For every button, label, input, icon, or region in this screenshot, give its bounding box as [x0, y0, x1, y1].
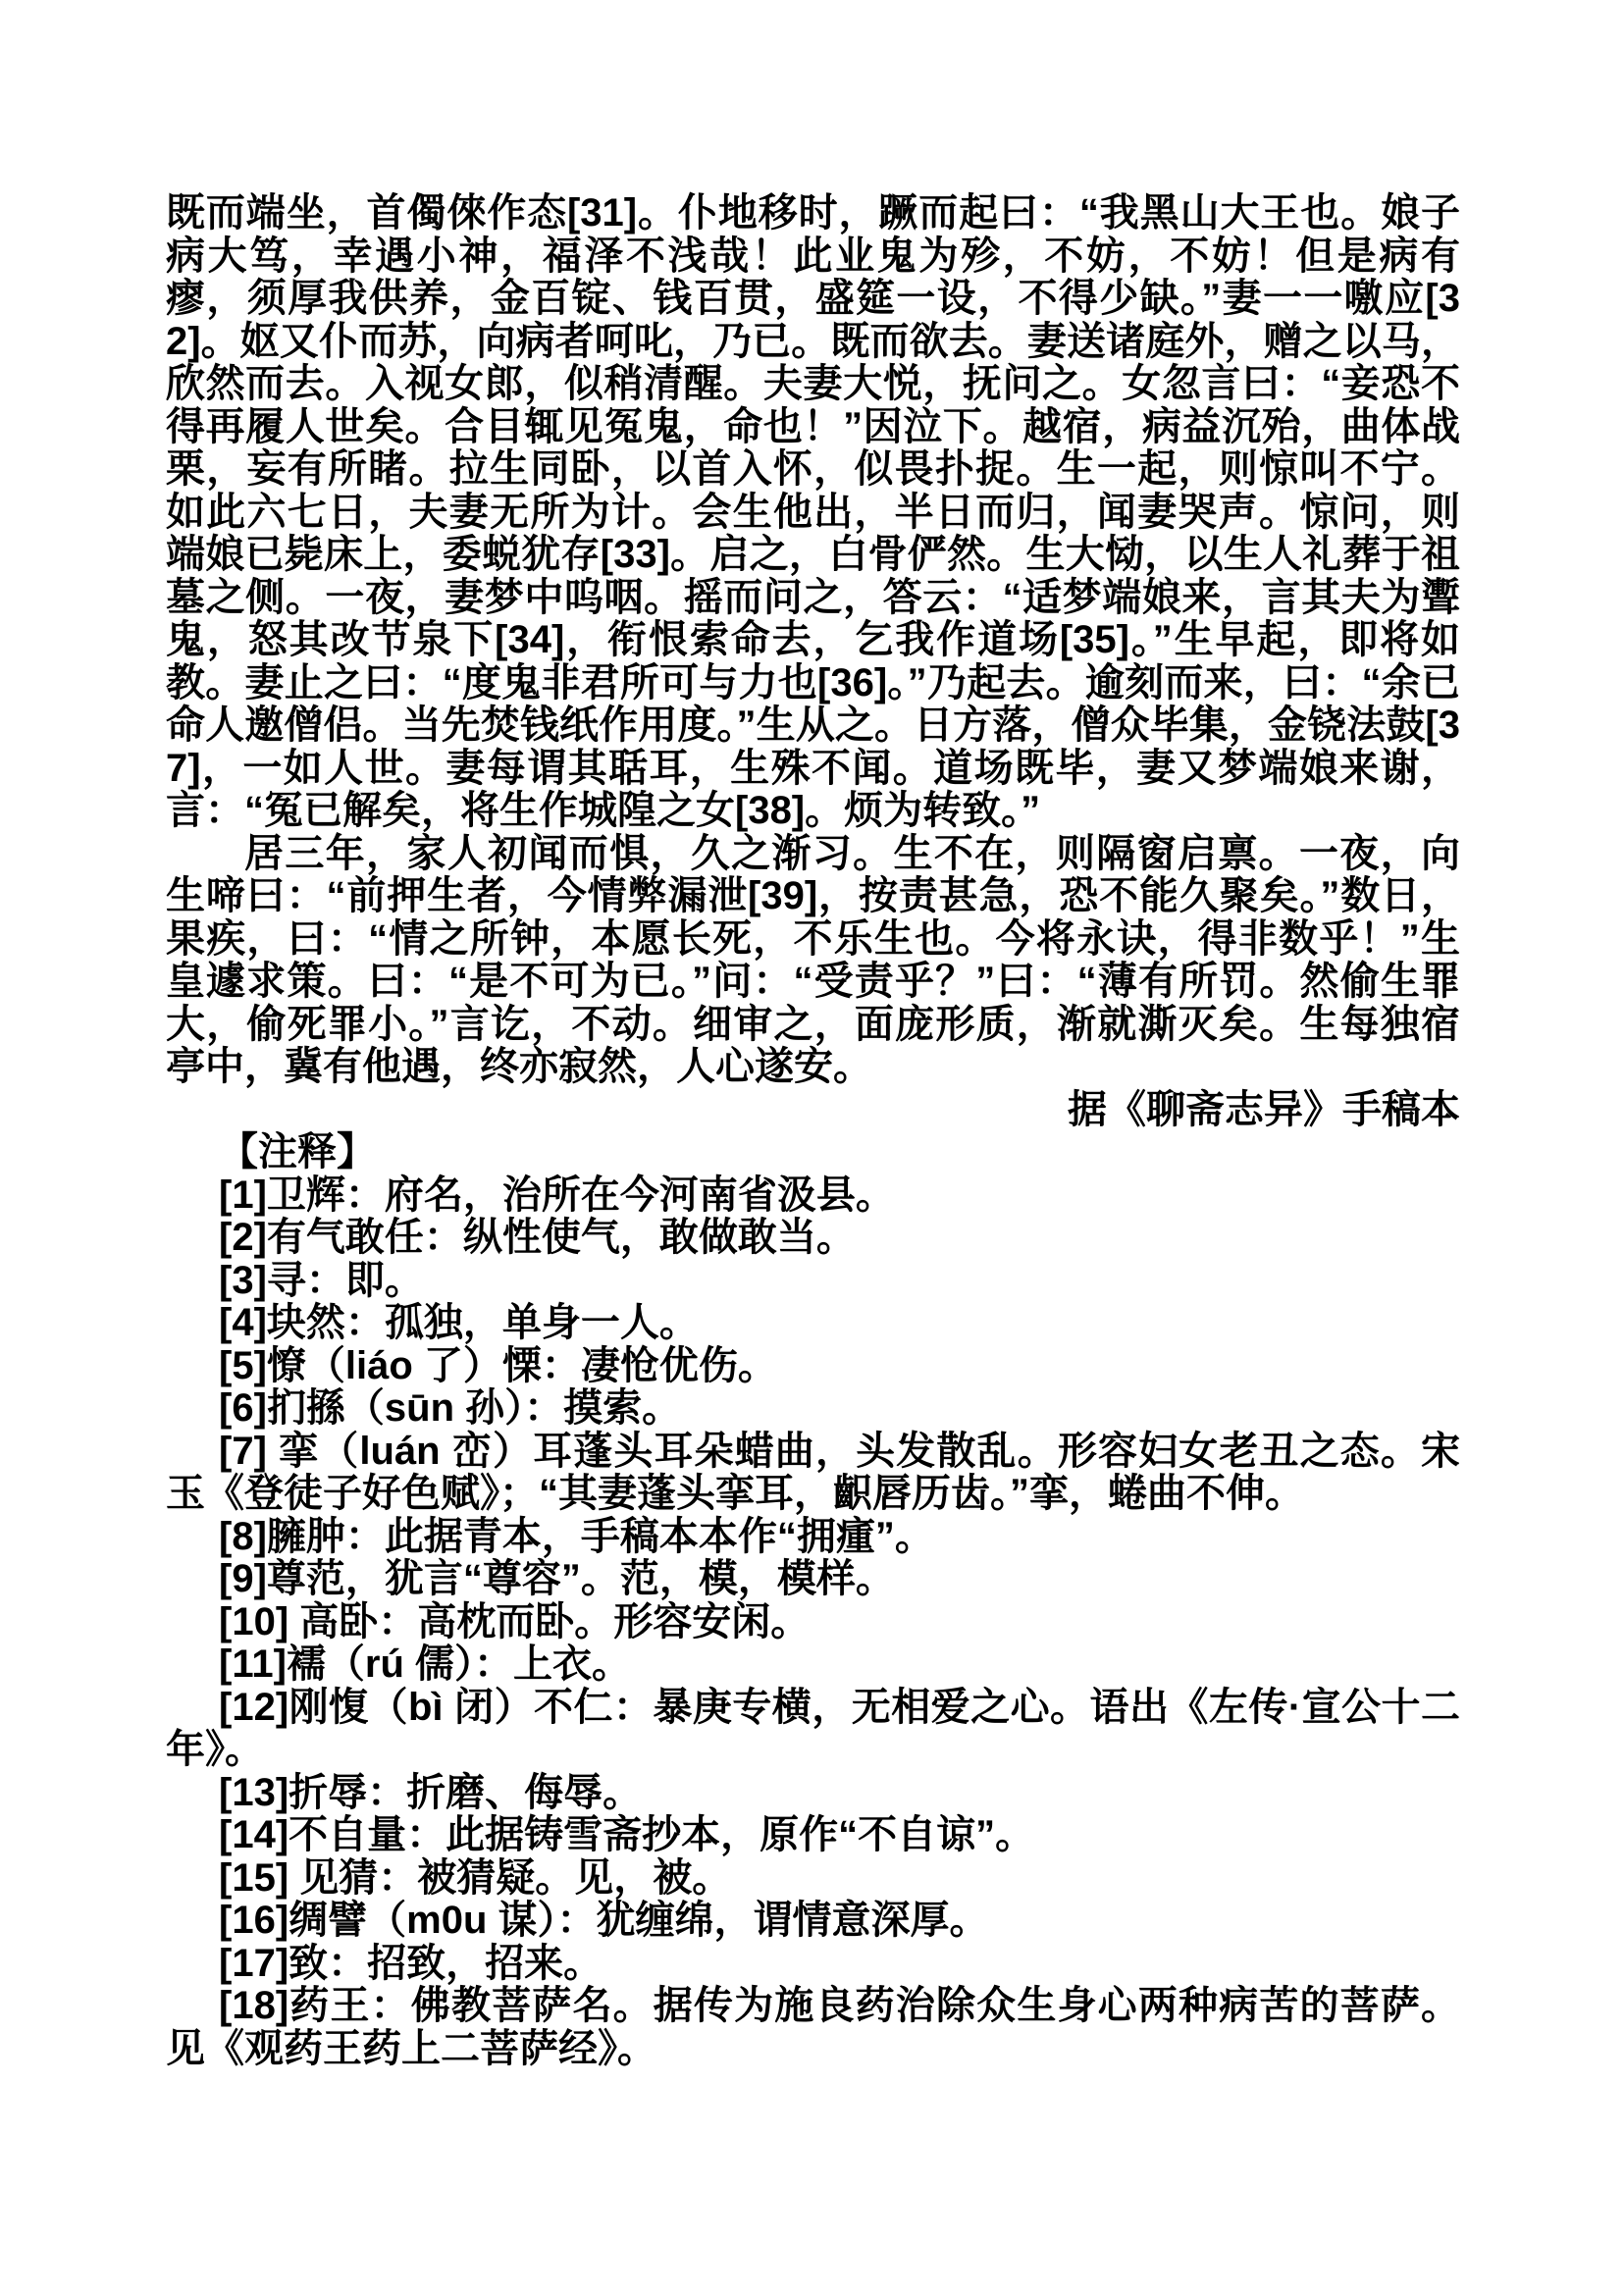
note-item-1: [1]卫辉：府名，治所在今河南省汲县。 — [219, 1173, 895, 1217]
note-item-17: [17]致：招致，招来。 — [219, 1941, 603, 1985]
notes-header: 【注释】 — [219, 1130, 376, 1173]
note-item-3: [3]寻：即。 — [219, 1258, 424, 1302]
note-item-12: [12]刚愎（bì 闭）不仁：暴庚专横，无相爱之心。语出《左传·宣公十二年》。 — [166, 1685, 1460, 1771]
note-item-16: [16]绸譬（m0u 谋）：犹缠绵，谓情意深厚。 — [219, 1899, 989, 1942]
note-item-11: [11]襦（rú 儒）：上衣。 — [219, 1642, 632, 1686]
note-item-14: [14]不自量：此据铸雪斋抄本，原作“不自谅”。 — [219, 1813, 1035, 1856]
note-item-18: [18]药王：佛教菩萨名。据传为施良药治除众生身心两种病苦的菩萨。见《观药王药上二菩萨经》。 — [166, 1984, 1460, 2070]
story-paragraph-2: 居三年，家人初闻而惧，久之渐习。生不在，则隔窗启禀。一夜，向生啼曰：“前押生者，今情弊漏泄[39]，按责甚急，恐不能久聚矣。”数日，果疾，曰：“情之所钟，本愿长死，不乐生也。今将永诀，得非数乎！”生皇遽求策。曰：“是不可为已。”问：“受责乎？”曰：“薄有所罚。然偷生罪大，偷死罪小。”言讫，不动。细审之，面庞形质，渐就澌灭矣。生每独宿亭中，冀有他遇，终亦寂然，人心遂安。 — [166, 831, 1460, 1088]
note-item-7: [7] 挛（luán 峦）耳蓬头耳朵蜡曲，头发散乱。形容妇女老丑之态。宋玉《登徒子好色赋》；“其妻蓬头挛耳，齞唇历齿。”挛，蜷曲不伸。 — [166, 1429, 1460, 1515]
note-item-6: [6]扪搎（sūn 孙）：摸索。 — [219, 1386, 682, 1430]
note-item-15: [15] 见猜：被猜疑。见，被。 — [219, 1855, 732, 1900]
note-item-2: [2]有气敢任：纵性使气，敢做敢当。 — [219, 1216, 856, 1259]
source-attribution: 据《聊斋志异》手稿本 — [1068, 1087, 1460, 1131]
story-paragraph-1: 既而端坐，首㒔倈作态[31]。仆地移时，蹶而起曰：“我黑山大王也。娘子病大笃，幸遇小神，福泽不浅哉！此业鬼为殄，不妨，不妨！但是病有瘳，须厚我供养，金百锭、钱百贯，盛筵一设，不得少缺。”妻一一噭应[32]。妪又仆而苏，向病者呵叱，乃已。既而欲去。妻送诸庭外，赠之以马，欣然而去。入视女郎，似稍清醒。夫妻大悦，抚问之。女忽言曰：“妾恐不得再履人世矣。合目辄见冤鬼，命也！”因泣下。越宿，病益沉殆，曲体战栗，妄有所睹。拉生同卧，以首入怀，似畏扑捉。生一起，则惊叫不宁。如此六七日，夫妻无所为计。会生他出，半日而归，闻妻哭声。惊问，则端娘已毙床上，委蜕犹存[33]。启之，白骨俨然。生大恸，以生人礼葬于祖墓之侧。一夜，妻梦中呜咽。摇而问之，答云：“适梦端娘来，言其夫为聻鬼，怒其改节泉下[34]，衔恨索命去，乞我作道场[35]。”生早起，即将如教。妻止之曰：“度鬼非君所可与力也[36]。”乃起去。逾刻而来，曰：“余已命人邀僧侣。当先焚钱纸作用度。”生从之。日方落，僧众毕集，金铙法鼓[37]，一如人世。妻每谓其聒耳，生殊不闻。道场既毕，妻又梦端娘来谢，言：“冤已解矣，将生作城隍之女[38]。烦为转致。” — [166, 191, 1460, 832]
note-item-5: [5]憭（liáo 了）慄：凄怆优伤。 — [219, 1343, 777, 1387]
note-item-4: [4]块然：孤独，单身一人。 — [219, 1301, 699, 1344]
story-text-block — [166, 192, 1460, 2070]
note-item-10: [10] 高卧：高枕而卧。形容安闲。 — [219, 1599, 811, 1643]
note-item-8: [8]臃肿：此据青本，手稿本本作“拥瘇”。 — [219, 1514, 934, 1558]
note-item-13: [13]折辱：折磨、侮辱。 — [219, 1770, 643, 1814]
note-item-9: [9]尊范，犹言“尊容”。范，模，模样。 — [219, 1557, 895, 1600]
